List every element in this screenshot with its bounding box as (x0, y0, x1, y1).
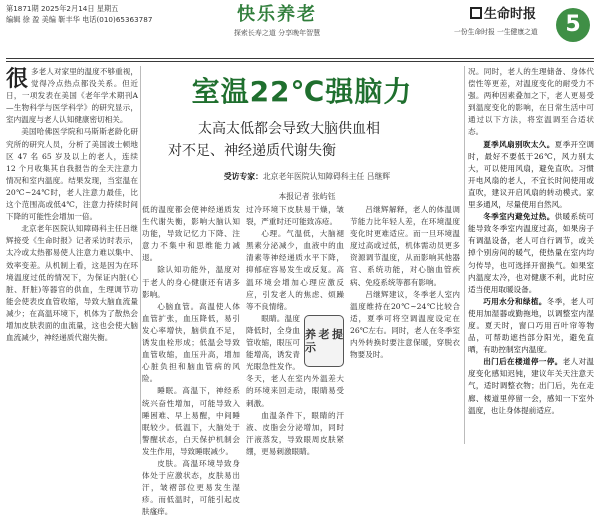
article-column-5 (468, 66, 594, 417)
tip-paragraph-hallway (468, 356, 594, 416)
paragraph: 除认知功能外，温度对于老人的身心健康还有诸多影响。 (142, 265, 240, 299)
paragraph: 吕继辉建议，冬季老人室内温度维持在20℃~24℃比较合适，夏季可将空调温度设定在26℃左右。同时，老人在冬季室内外转换时要注意保暖，穿脱衣物要及时。 (350, 289, 460, 360)
tip-body: 老人对温度变化感知迟钝，建议年关天注意天气，适时调整衣物；出门后，先在走廊、楼道里停留一会，感知一下室外温度，也让身体提前适应。 (468, 357, 595, 415)
article-column-1 (6, 66, 138, 344)
tip-body: 冬季，老人可使用加湿器或勤拖地，以调整室内湿度。夏天时，窗口巧用百叶帘等物品，可帮助遮挡部分阳光，避免直晒，有助控制室内温度。 (468, 296, 595, 355)
column-divider (140, 66, 141, 444)
paragraph: 北京老年医院认知障碍科主任吕继辉接受《生命时报》记者采访时表示，太冷或太热都易使人注意力难以集中、效率变差。从机制上看，这是因为在环境温度过低的情况下，为保证内脏(心脏、肝脏)等器官的供血，生理调节功能会使表皮血管收缩，导致大脑血流量减少；在高温环境下，机体为了散热会增加皮肤表面的血流量，这也会使大脑血流减少，神经递质代谢失衡。 (6, 224, 138, 343)
tip-paragraph-summer (468, 139, 594, 212)
expert-byline (152, 171, 462, 182)
section-subtitle: 探索长寿之道 分享晚年智慧 (233, 29, 321, 37)
page-number-badge: 5 (556, 8, 590, 42)
tip-subhead: 冬季室内避免过热。 (483, 212, 555, 222)
tip-subhead: 夏季风扇别吹太久。 (483, 139, 555, 149)
stamp-text: 养老提示 (305, 327, 343, 354)
issue-line: 第1871期 2025年2月14日 星期五 (6, 4, 119, 13)
section-title: 快乐养老 (237, 4, 317, 25)
paragraph: 心脑血管。高温使人体血管扩张，血压降低，易引发心率增快，脑供血不足，诱发血栓形成；低温会导致血管收缩，血压升高，增加心脏负担和脑血管病的风险。 (142, 301, 240, 384)
brand-motto: 一份生命时报 一生健康之道 (454, 28, 538, 36)
column-divider (464, 66, 465, 444)
article-title: 室温22℃强脑力 (191, 75, 413, 108)
article-deck (162, 118, 452, 162)
byline-text: 北京老年医院认知障碍科主任 吕继辉 (262, 172, 391, 181)
brand-logo (470, 3, 536, 22)
tip-paragraph-humidity (468, 296, 594, 356)
drop-cap: 很 (6, 66, 29, 92)
paragraph: 睡眠。高温下，神经系统兴奋性增加，可能导致入睡困难、早上易醒，中间睡眠较少。低温下，大脑处于警醒状态，白天保护机制会发生作用，导致睡眠减少。 (142, 386, 240, 456)
tip-paragraph-winter (468, 211, 594, 296)
paragraph: 美国哈佛医学院和马斯斯老龄化研究所的研究人员，分析了美国波士顿地区 47 名 65 岁及以上的老人，连续 12 个月收集其自我报告的全天注意力情况和室内温度。结果发现，当室温在20℃~24℃时，老人注意力最佳，比这个范围高或低4℃，注意力持续时间下降的可能性会增加一倍。 (6, 127, 138, 222)
deck-line-2: 对不足、神经递质代谢失衡 (168, 143, 336, 159)
masthead (0, 0, 600, 58)
header-rule-thin (6, 61, 594, 62)
paragraph: 心理。气温低，大脑褪黑素分泌减少，血液中的血清素等神经递质水平下降，抑郁症容易发生或反复。高温环境会增加心理应激反应，引发老人的焦虑、烦躁等不良情绪。 (246, 229, 344, 311)
paragraph: 吕继辉解释，老人的体温调节能力比年轻人差，在环境温度变化时更难适应。而一旦环境温度过高或过低，机体需动员更多资源调节温度，从而影响其他器官、系统功能，对心脑血管疾病、免疫系统等都有影响。 (350, 205, 460, 287)
paragraph: 低的温度都会使神经递质发生代谢失衡，影响大脑认知功能，导致记忆力下降、注意力不集中和思维能力减退。 (142, 205, 240, 263)
tip-body: 供暖系统可能导致冬季室内温度过高，如果房子有调温设备，老人可自行调节，或关掉个别房间的暖气，使热量在室内均匀传导，也可选择开窗换气。如果室内温度太冷，也对健康不利，此时应适当使用取暖设备。 (468, 212, 595, 294)
reporter-credit: 本报记者 张屿钰 (278, 192, 336, 201)
paragraph: 况。同时，老人的生理储备、身体代偿性等更差，对温度变化的耐受力不强。两种因素叠加之下，老人更易受到温度变化的影响，在日常生活中可通过以下方法，将室温调至合适状态。 (468, 67, 594, 137)
paragraph: 血温条件下，眼睛的汗液、皮脂会分泌增加，同时汗液蒸发，导致眼周皮肤紧绷，更易刺激眼睛。 (246, 410, 344, 456)
paragraph: 眼睛。温度降低时，全身血管收缩，眼压可能增高，诱发青光眼急性发作。冬天，老人在室内外温差大的环境来回走动，眼睛易受刺激。 (246, 313, 344, 408)
headline-block (142, 66, 462, 216)
brand-logo-icon (470, 7, 482, 19)
issue-meta (6, 3, 152, 25)
article-column-4 (350, 204, 460, 361)
paragraph: 很多老人对家里的温度不够重视，觉得冷点热点都没关系。但近日，一项发表在美国《老年学术期刊A—生物科学与医学科学》的研究显示，室内温度与老人认知健康密切相关。 (6, 66, 138, 125)
paragraph: 皮肤。高温环境导致身体处于应激状态，皮肤易出汗，皱褶部位更易发生湿疹。而低温时，可能引起皮肤瘙痒。 (142, 458, 240, 517)
article-column-3 (246, 204, 344, 458)
byline-label: 受访专家： (223, 172, 263, 181)
editor-line: 编辑 徐 盈 美编 靳丰华 电话(010)65363787 (6, 15, 153, 24)
brand-name: 生命时报 (484, 7, 537, 22)
deck-line-1: 太高太低都会导致大脑供血相 (198, 121, 380, 137)
paragraph: 过冷环境下皮肤易干燥，皱裂，严重时还可能致冻疮。 (246, 205, 344, 227)
section-header (222, 4, 332, 38)
tip-subhead: 巧用水分和绿植。 (483, 296, 547, 306)
article-column-2 (142, 204, 240, 518)
tip-stamp-badge (304, 315, 344, 367)
tip-body: 夏季开空调时，最好不要低于26℃，风力别太大，可以使用风扇，避免直吹。习惯开电风扇的老人，不宜长时间使用或直吹，建议开启风扇的转动模式。家里多通风，尽量使用自然风。 (468, 139, 595, 210)
header-rule (6, 58, 594, 59)
tip-subhead: 出门后在楼道停一停。 (483, 357, 563, 367)
